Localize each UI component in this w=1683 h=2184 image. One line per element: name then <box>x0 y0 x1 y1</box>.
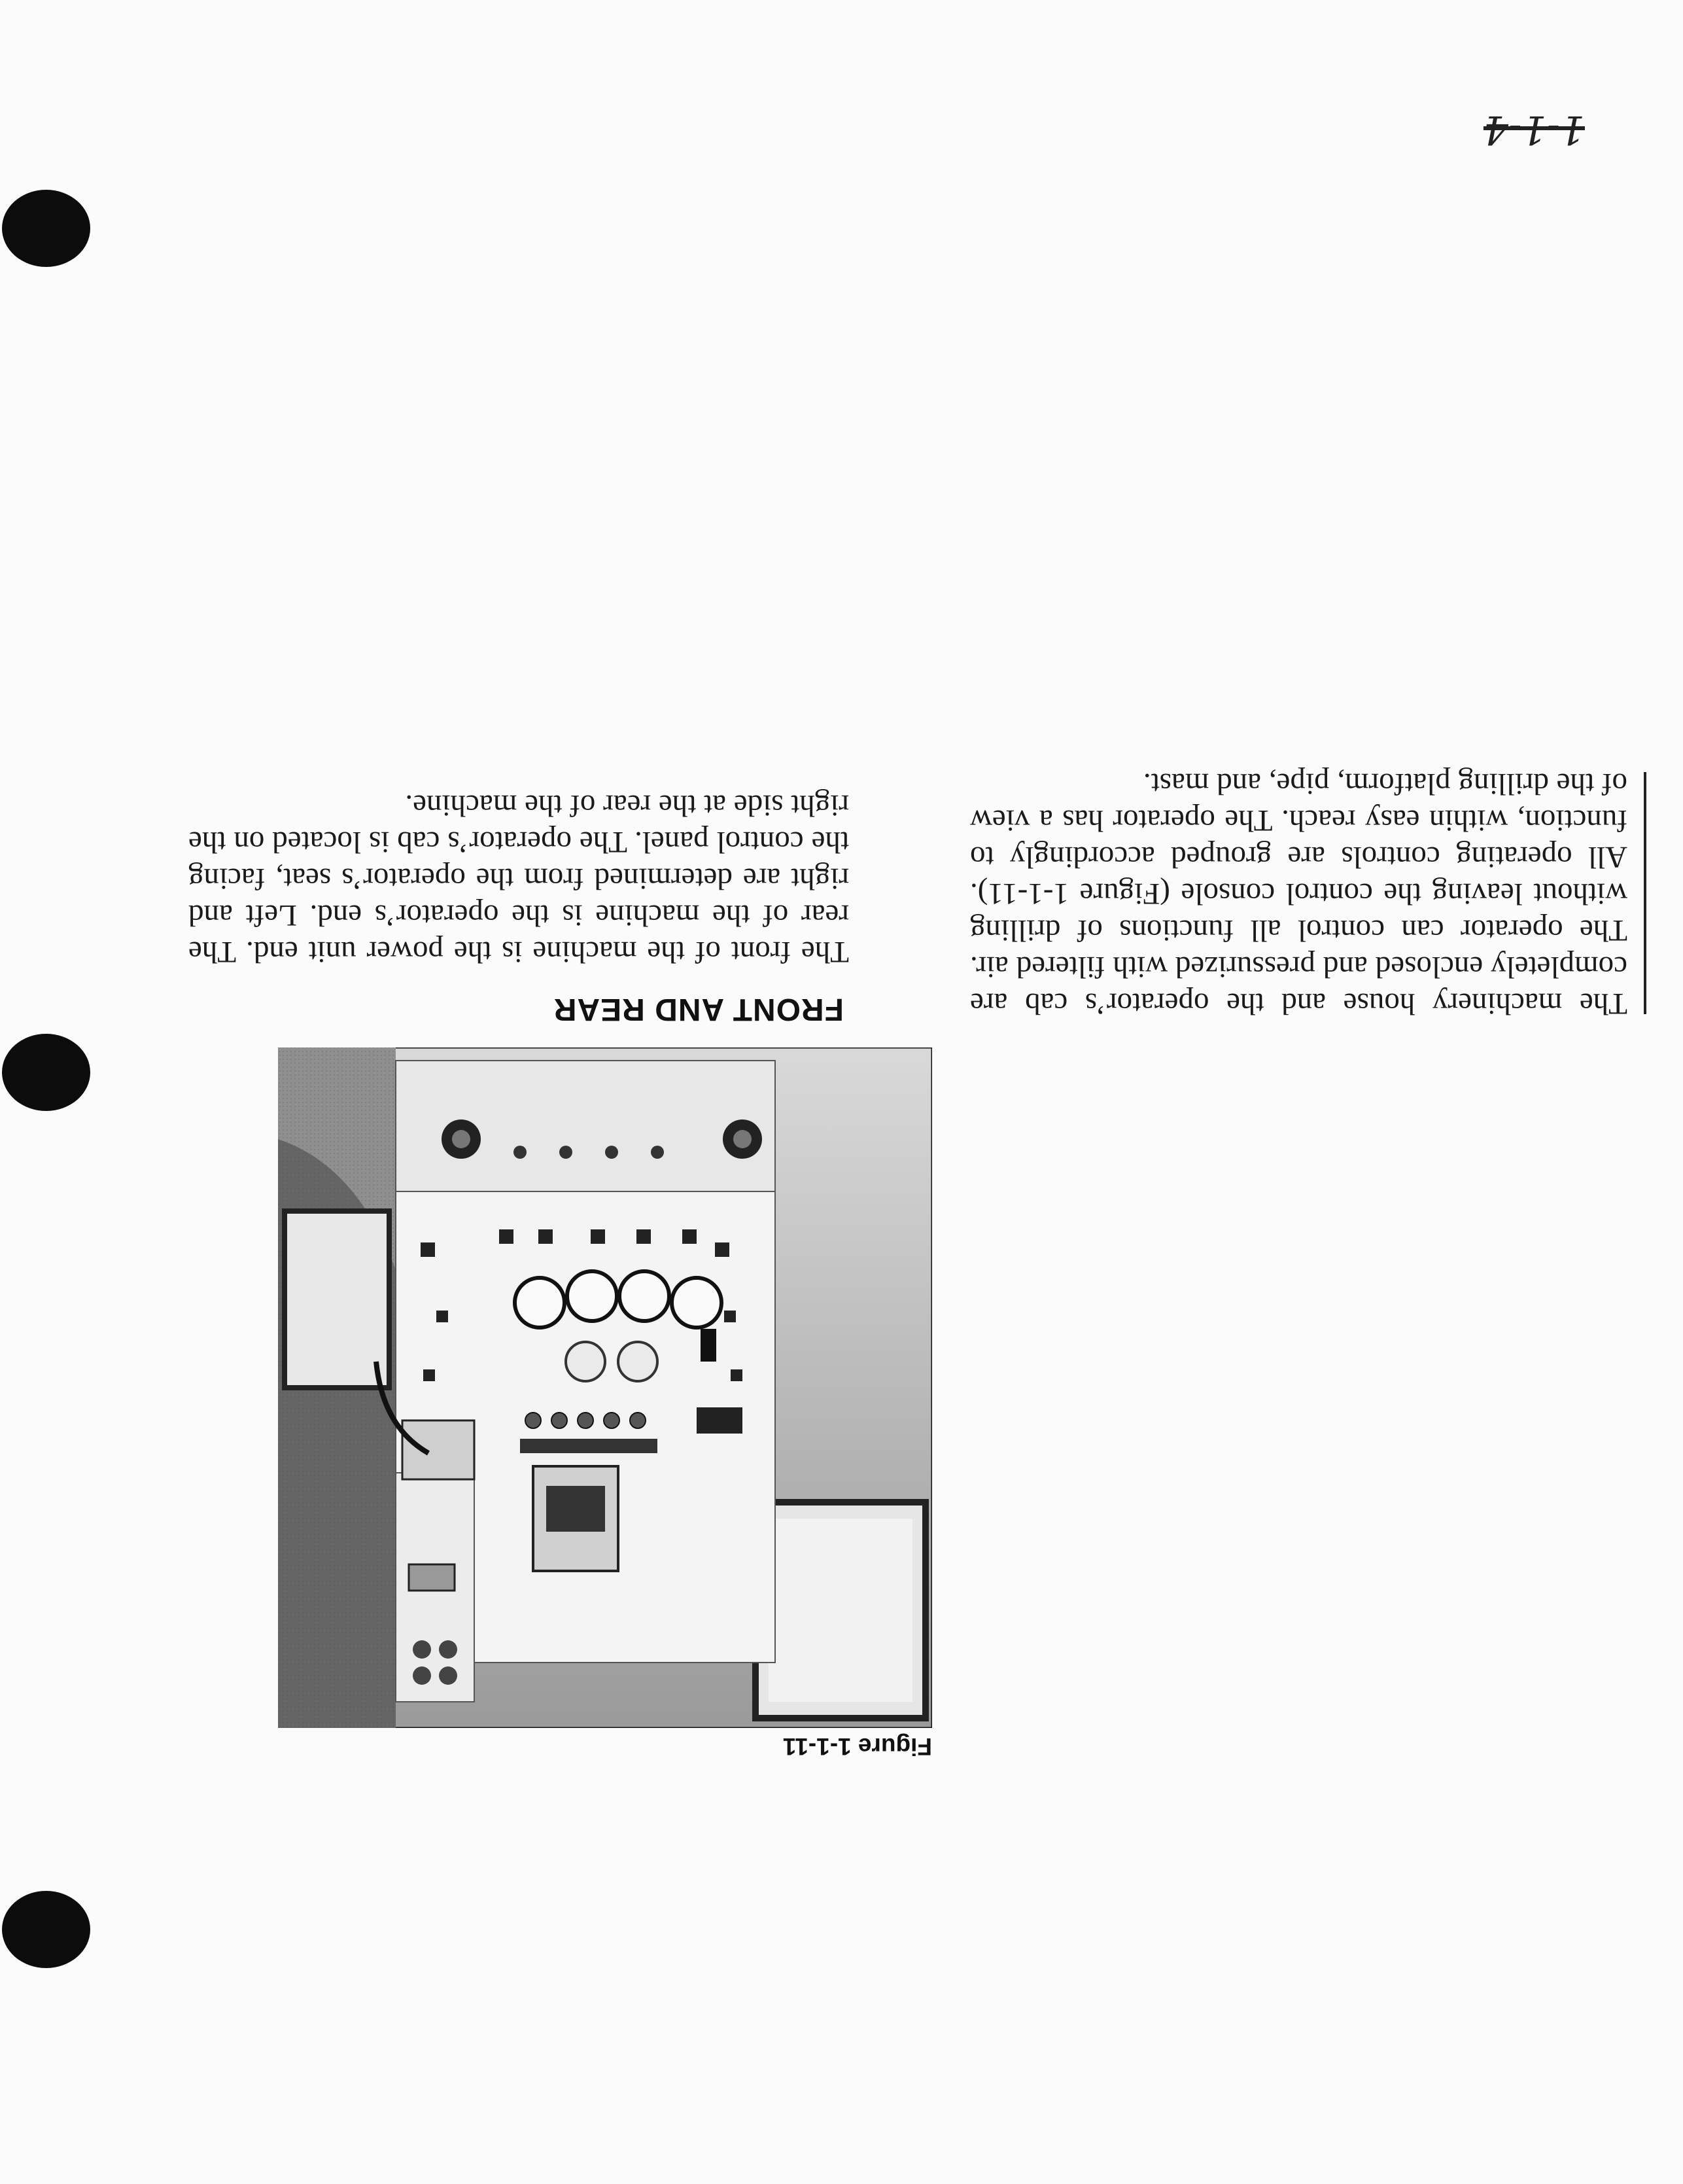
control-console-photo-icon <box>278 1048 932 1728</box>
section-heading: FRONT AND REAR <box>553 992 844 1027</box>
punch-hole-bottom <box>2 1891 90 1968</box>
margin-rule <box>1644 772 1646 1014</box>
figure-caption-text: Figure 1-1-11 <box>782 1733 932 1760</box>
figure-caption-below <box>783 1733 932 1760</box>
punch-hole-middle <box>2 1034 90 1111</box>
front-rear-paragraph: The front of the machine is the power unit end. The rear of the machine is the operator’s end. Left and right are determined from the operator’s seat, facing the control panel. The operator’s cab is located on the right side at the rear of the machine. <box>188 788 849 969</box>
punch-hole-top <box>2 190 90 267</box>
handwritten-page-mark: 1-1-4 <box>1483 107 1585 152</box>
figure-photo <box>278 1048 932 1728</box>
intro-paragraph: The machinery house and the operator’s cab are completely enclosed and pressurized with filtered air. The operator can control all functions of drilling without leaving the control console (Figure 1-1-11). All operating controls are grouped accordingly to function, within easy reach. The operator has a view of the drilling platform, pipe, and mast. <box>970 767 1627 1021</box>
